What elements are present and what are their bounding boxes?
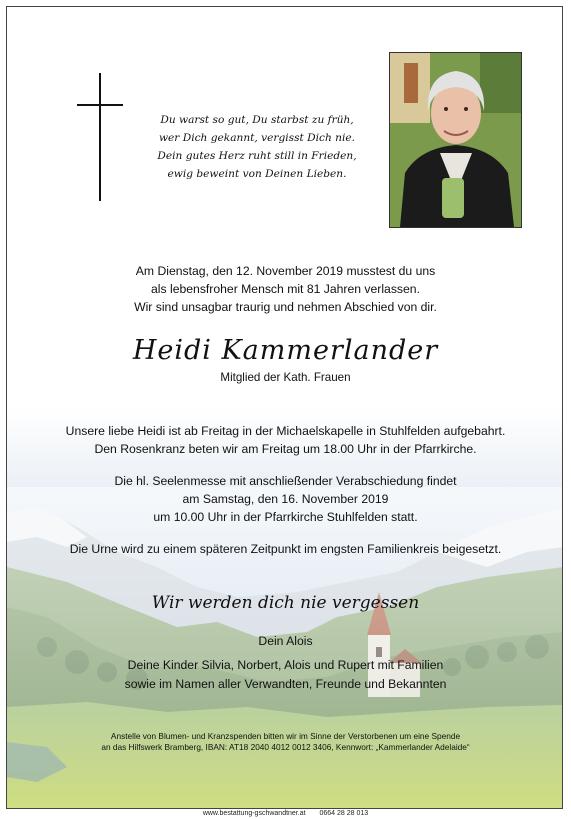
mourners-block — [7, 632, 563, 694]
portrait-photo — [389, 52, 522, 228]
donation-line: Anstelle von Blumen- und Kranzspenden bitten wir im Sinne der Verstorbenen um eine Spende — [110, 731, 461, 741]
cross-icon — [77, 73, 123, 201]
poem-line: wer Dich gekannt, vergisst Dich nie. — [158, 132, 356, 144]
intro-line: als lebensfroher Mensch mit 81 Jahren verlassen. — [151, 282, 420, 296]
deceased-name: Heidi Kammerlander — [132, 335, 439, 366]
detail-line: am Samstag, den 16. November 2019 — [182, 492, 389, 506]
obituary-card — [6, 6, 563, 809]
intro-line: Am Dienstag, den 12. November 2019 musstest du uns — [135, 264, 436, 278]
donation-note — [7, 731, 563, 753]
donation-line: an das Hilfswerk Bramberg, IBAN: AT18 2040 4012 0012 3406, Kennwort: „Kammerlander Adelaide“ — [101, 742, 470, 752]
urn-paragraph: Die Urne wird zu einem späteren Zeitpunkt im engsten Familienkreis beigesetzt. — [69, 542, 502, 556]
poem-line: Dein gutes Herz ruht still in Frieden, — [157, 150, 357, 162]
poem-line: ewig beweint von Deinen Lieben. — [167, 168, 347, 180]
detail-line: Unsere liebe Heidi ist ab Freitag in der Michaelskapelle in Stuhlfelden aufgebahrt. — [65, 424, 506, 438]
poem-line: Du warst so gut, Du starbst zu früh, — [160, 114, 354, 126]
mourner-line: sowie im Namen aller Verwandten, Freunde und Bekannten — [124, 677, 447, 691]
detail-line: Die hl. Seelenmesse mit anschließender Verabschiedung findet — [114, 474, 457, 488]
detail-line: Den Rosenkranz beten wir am Freitag um 18.00 Uhr in der Pfarrkirche. — [94, 442, 477, 456]
detail-line: um 10.00 Uhr in der Pfarrkirche Stuhlfelden statt. — [153, 510, 418, 524]
mourner-line: Deine Kinder Silvia, Norbert, Alois und Rupert mit Familien — [127, 658, 444, 672]
farewell-phrase: Wir werden dich nie vergessen — [151, 593, 420, 613]
mass-paragraph — [7, 472, 563, 526]
laid-out-paragraph — [7, 422, 563, 458]
poem-verse — [137, 111, 377, 183]
death-announcement — [7, 262, 563, 316]
footer — [0, 810, 571, 817]
intro-line: Wir sind unsagbar traurig und nehmen Abschied von dir. — [134, 300, 437, 314]
footer-website[interactable]: www.bestattung-gschwandtner.at — [202, 810, 306, 817]
footer-phone: 0664 28 28 013 — [319, 810, 369, 817]
funeral-details — [7, 422, 563, 572]
mourner-spouse: Dein Alois — [258, 634, 313, 648]
membership-line: Mitglied der Kath. Frauen — [220, 371, 351, 384]
